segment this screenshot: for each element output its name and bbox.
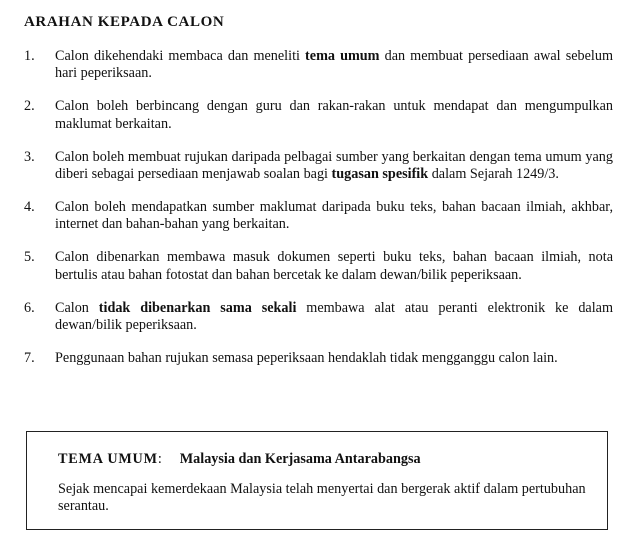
theme-separator: :	[157, 451, 162, 467]
emphasis-text: tema umum	[305, 48, 380, 64]
text-segment: Calon boleh membuat rujukan daripada pelbagai sumber yang berkaitan dengan tema umum yang diberi sebagai persediaan menjawab soalan bagi	[55, 148, 613, 183]
text-segment: dalam Sejarah 1249/3.	[428, 166, 559, 183]
instruction-number: 6.	[24, 299, 35, 316]
instruction-text	[55, 199, 613, 232]
text-segment: Calon boleh mendapatkan sumber maklumat daripada buku teks, bahan bacaan ilmiah, akhbar, internet dan bahan-bahan yang berkaitan.	[55, 198, 613, 233]
theme-description: Sejak mencapai kemerdekaan Malaysia telah menyertai dan bergerak aktif dalam pertubuhan serantau.	[58, 481, 586, 515]
instruction-text	[55, 300, 613, 333]
instruction-item	[0, 199, 640, 234]
emphasis-text: tugasan spesifik	[331, 166, 429, 183]
text-segment: Calon	[55, 299, 99, 316]
text-segment: Penggunaan bahan rujukan semasa peperiksaan hendaklah tidak mengganggu calon lain.	[55, 349, 558, 366]
theme-label: TEMA UMUM	[58, 451, 158, 467]
text-segment: membawa alat atau peranti elektronik ke dalam dewan/bilik peperiksaan.	[55, 299, 613, 333]
instruction-number: 2.	[24, 98, 35, 115]
text-segment: Calon dibenarkan membawa masuk dokumen seperti buku teks, bahan bacaan ilmiah, nota bertulis atau bahan fotostat dan bahan bercetak ke dalam dewan/bilik peperiksaan.	[55, 249, 613, 283]
theme-box	[26, 431, 608, 530]
instruction-number: 4.	[24, 198, 35, 215]
instruction-number: 1.	[24, 48, 35, 64]
instruction-item	[0, 249, 640, 284]
instruction-number: 7.	[24, 349, 35, 366]
text-segment: dan membuat persediaan awal sebelum hari peperiksaan.	[55, 48, 613, 82]
instruction-item	[0, 98, 640, 133]
text-segment: Calon boleh berbincang dengan guru dan rakan-rakan untuk mendapat dan mengumpulkan maklumat berkaitan.	[55, 98, 613, 132]
theme-title-row	[58, 451, 421, 468]
instruction-text	[55, 149, 613, 182]
instruction-number: 5.	[24, 249, 35, 266]
instruction-list	[0, 48, 640, 383]
instruction-item	[0, 48, 640, 83]
instruction-text	[55, 98, 613, 131]
instruction-number: 3.	[24, 148, 35, 165]
page-heading: ARAHAN KEPADA CALON	[24, 14, 225, 30]
theme-title: Malaysia dan Kerjasama Antarabangsa	[179, 451, 421, 467]
instruction-item	[0, 350, 640, 367]
instruction-text	[55, 48, 613, 81]
text-segment: Calon dikehendaki membaca dan meneliti	[55, 48, 306, 64]
instruction-item	[0, 300, 640, 335]
instruction-item	[0, 149, 640, 184]
instruction-text	[55, 350, 558, 366]
instruction-text	[55, 249, 613, 282]
emphasis-text: tidak dibenarkan sama sekali	[98, 299, 297, 316]
